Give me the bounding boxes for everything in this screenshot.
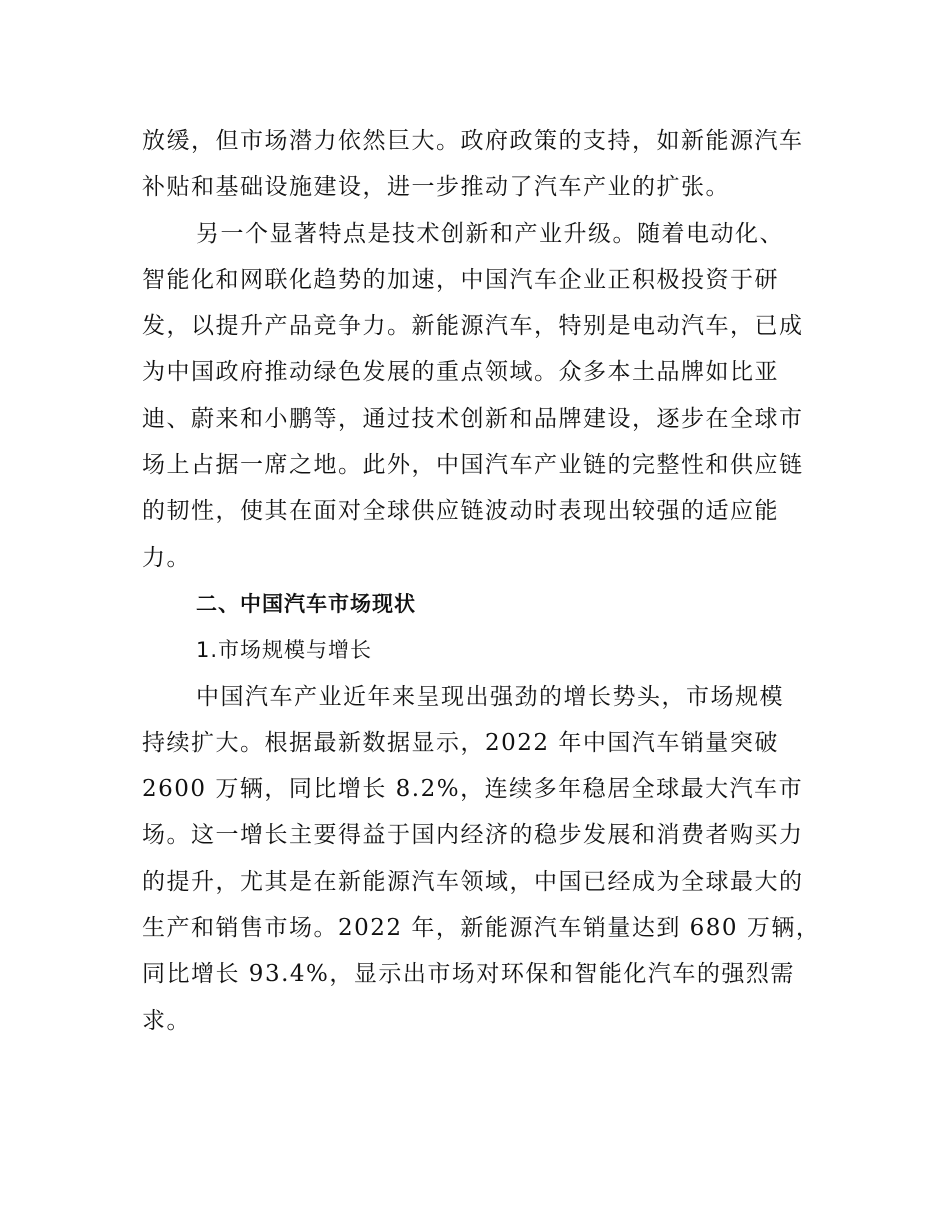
text-line: 发，以提升产品竞争力。新能源汽车，特别是电动汽车，已成 [142,313,804,340]
text-line: 迪、蔚来和小鹏等，通过技术创新和品牌建设，逐步在全球市 [142,405,804,432]
text-line: 补贴和基础设施建设，进一步推动了汽车产业的扩张。 [142,174,730,201]
text-line: 2600 万辆，同比增长 8.2%，连续多年稳居全球最大汽车市 [142,776,804,803]
text-line: 为中国政府推动绿色发展的重点领域。众多本土品牌如比亚 [142,359,779,386]
subsection-heading: 1.市场规模与增长 [196,638,373,663]
text-line: 另一个显著特点是技术创新和产业升级。随着电动化、 [196,220,784,247]
section-heading: 二、中国汽车市场现状 [196,591,416,616]
paragraph-tech-innovation [142,211,814,581]
text-line: 同比增长 93.4%，显示出市场对环保和智能化汽车的强烈需 [142,961,795,988]
paragraph-policy-support [142,118,814,211]
text-line: 力。 [142,544,191,571]
text-line: 求。 [142,1007,191,1034]
text-line: 场上占据一席之地。此外，中国汽车产业链的完整性和供应链 [142,452,804,479]
text-line: 中国汽车产业近年来呈现出强劲的增长势头，市场规模 [196,683,784,710]
text-line: 持续扩大。根据最新数据显示，2022 年中国汽车销量突破 [142,729,779,756]
text-line: 的提升，尤其是在新能源汽车领域，中国已经成为全球最大的 [142,868,804,895]
text-line: 放缓，但市场潜力依然巨大。政府政策的支持，如新能源汽车 [142,128,804,154]
paragraph-market-scale [142,674,821,1044]
text-line: 场。这一增长主要得益于国内经济的稳步发展和消费者购买力 [142,822,804,849]
document-body [142,118,821,1044]
text-line: 的韧性，使其在面对全球供应链波动时表现出较强的适应能 [142,498,779,525]
text-line: 智能化和网联化趋势的加速，中国汽车企业正积极投资于研 [142,266,779,293]
text-line: 生产和销售市场。2022 年，新能源汽车销量达到 680 万辆， [142,915,821,942]
